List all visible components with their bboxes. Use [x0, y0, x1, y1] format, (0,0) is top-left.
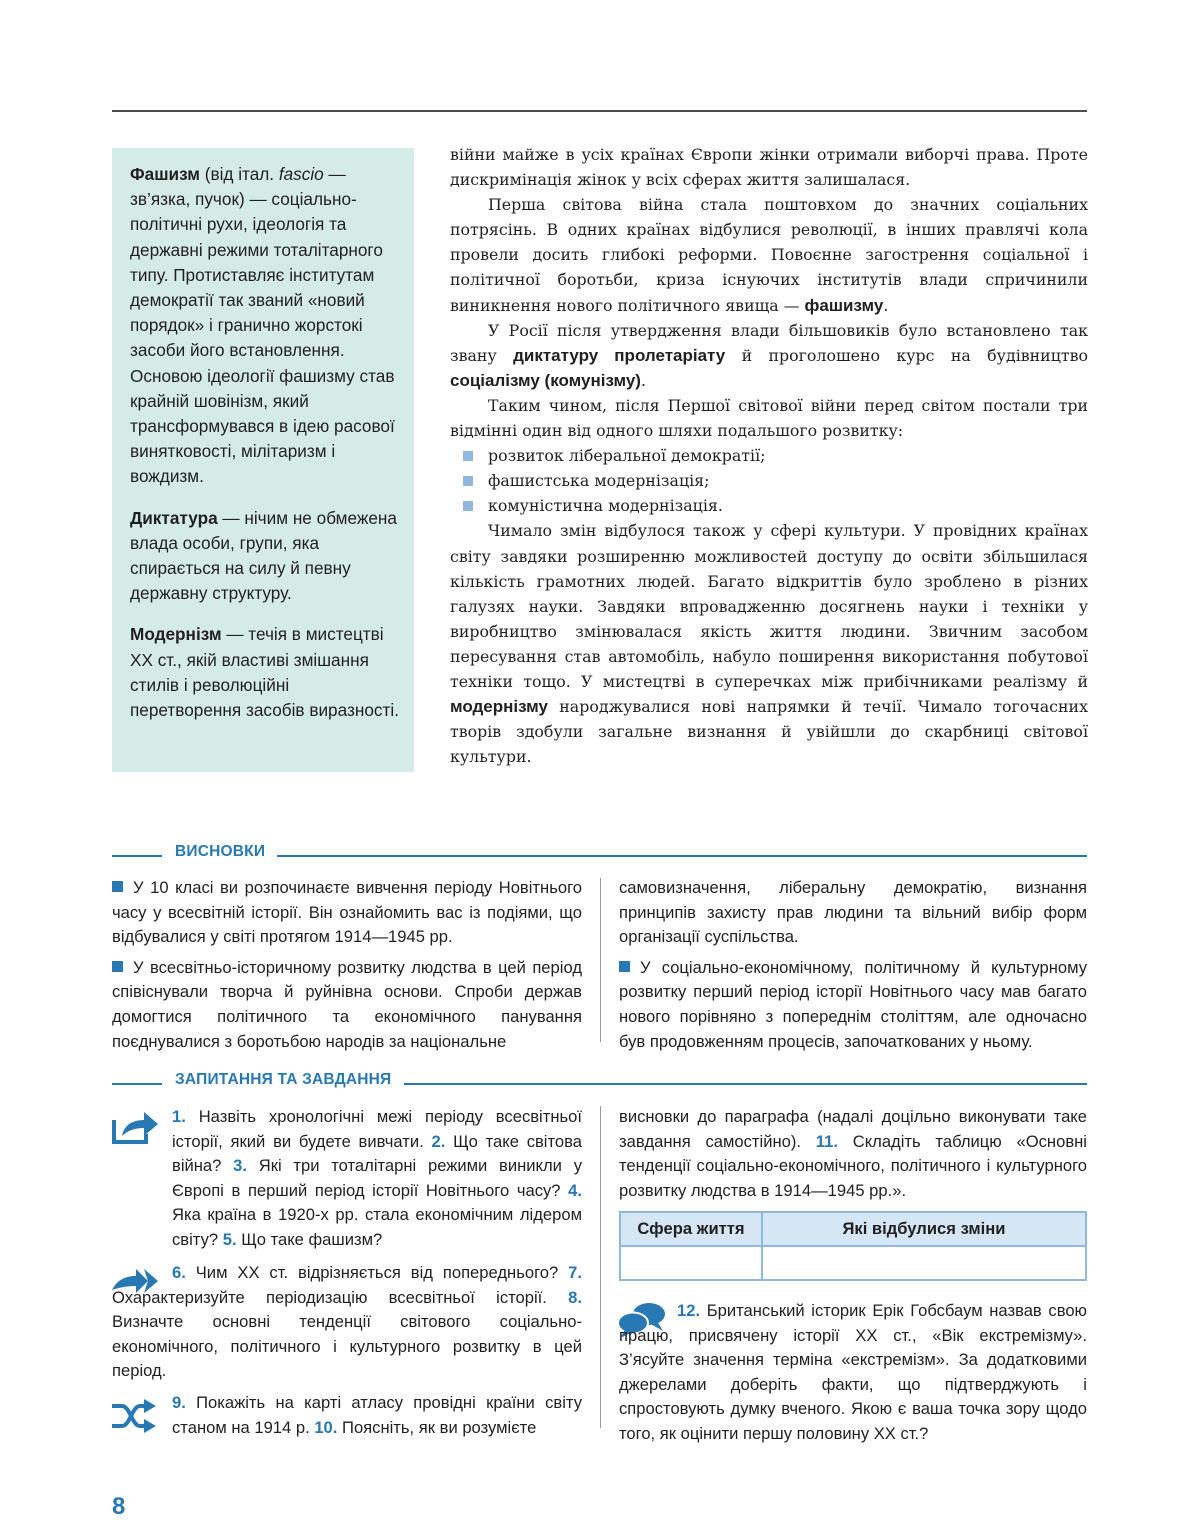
- question-number: 9.: [172, 1393, 186, 1412]
- list-item: [488, 493, 1088, 518]
- square-bullet-icon: [619, 961, 630, 972]
- question-text: Британський історик Ерік Гобсбаум назвав свою працю, присвячену історії ХХ ст., «Вік екстремізму». З’ясуйте значення терміна «екстремізм». За додатковими джерелами доберіть факти, що підтверджують і спростовують думку вченого. Якою є ваша точка зору щодо того, як оцінити першу половину ХХ ст.?: [619, 1301, 1087, 1443]
- emphasis-term: соціалізму (комунізму): [450, 370, 641, 390]
- main-text: [450, 142, 1088, 769]
- question-text: Що таке фашизм?: [236, 1229, 383, 1249]
- question-number: 5.: [222, 1229, 237, 1249]
- top-rule: [112, 110, 1087, 112]
- conclusions-right-column: [619, 876, 1087, 1060]
- term: Модернізм: [130, 624, 222, 645]
- shuffle-arrows-icon: [110, 1398, 158, 1434]
- question-number: 1.: [172, 1107, 186, 1126]
- column-divider: [600, 1106, 601, 1428]
- question-number: 4.: [568, 1180, 582, 1200]
- conclusions-left-column: [112, 876, 582, 1060]
- paragraph: Таким чином, після Першої світової війни перед світом постали три відмінні один від одного шляхи подальшого розвитку:: [450, 395, 1088, 441]
- question-number: 3.: [233, 1156, 247, 1176]
- heading-rule: [112, 855, 162, 857]
- section-title: ЗАПИТАННЯ ТА ЗАВДАННЯ: [175, 1071, 392, 1088]
- term: Фашизм: [130, 164, 200, 184]
- list-item-text: комуністична модернізація.: [488, 496, 723, 516]
- definition-dictatorship: [130, 506, 400, 607]
- question-block: [112, 1105, 582, 1253]
- conclusion-item: [619, 956, 1087, 1054]
- definition-text: — нічим не обмежена влада особи, групи, яка спирається на силу й певну державну структуру.: [130, 507, 397, 604]
- question-number: 7.: [568, 1263, 582, 1282]
- heading-rule: [112, 1083, 162, 1085]
- table-header-row: [620, 1212, 1086, 1246]
- question-text: висновки до параграфа (надалі доцільно виконувати таке завдання самостійно).: [619, 1107, 1087, 1151]
- conclusions-heading: [112, 843, 1087, 863]
- bullet-icon: [463, 451, 473, 461]
- paragraph-text: Чимало змін відбулося також у сфері культури. У провідних країнах світу завдяки розширенню можливостей доступу до освіти збільшилася кількість грамотних людей. Багато відкриттів було зроблено в різних галузях науки. Завдяки впровадженню досягнень науки і техніки у виробництво змінювалася якість життя людини. Звичним засобом пересування став автомобіль, набуло поширення використання побутової техніки тощо. У мистецтві в суперечках між прибічниками реалізму й: [450, 521, 1088, 691]
- heading-rule: [404, 1083, 1087, 1085]
- paragraph: [450, 192, 1088, 317]
- conclusion-text: У 10 класі ви розпочинаєте вивчення періоду Новітнього часу у всесвітній історії. Він ознайомить вас із подіями, що відбувалися у світі протягом 1914—1945 рр.: [112, 878, 582, 947]
- page-number: 8: [112, 1493, 126, 1520]
- list-item: [488, 468, 1088, 493]
- term: Диктатура: [130, 507, 218, 528]
- paragraph-text: й проголошено курс на будівництво: [725, 345, 1088, 365]
- column-divider: [600, 878, 601, 1042]
- question-number: 2.: [431, 1131, 446, 1151]
- conclusion-text: самовизначення, ліберальну демократію, визнання принципів захисту прав людини та вільний вибір форм організації суспільства.: [619, 878, 1087, 947]
- italic-word: fascio: [278, 164, 324, 184]
- heading-rule: [277, 855, 1087, 857]
- conclusion-text: У соціально-економічному, політичному й культурному розвитку перший період історії Новітнього часу мав багато нового порівняно з попереднім століттям, але одночасно був продовженням процесів, започаткованих у ньому.: [619, 957, 1087, 1051]
- question-text: Що таке світова війна?: [172, 1131, 582, 1176]
- question-text: Чим ХХ ст. відрізняється від попереднього?: [185, 1263, 569, 1282]
- table-header-cell: Які відбулися зміни: [762, 1212, 1086, 1246]
- question-number: 6.: [172, 1263, 186, 1282]
- paragraph-text: народжувалися нові напрямки й течії. Чимало тогочасних творів здобули загальне визнання й увійшли до скарбниці світової культури.: [450, 697, 1088, 767]
- conclusion-item: [112, 876, 582, 950]
- bullet-icon: [463, 501, 473, 511]
- question-text: Поясніть, як ви розумієте: [337, 1417, 537, 1437]
- question-number: 8.: [568, 1287, 582, 1307]
- list-item-text: розвиток ліберальної демократії;: [488, 446, 766, 466]
- questions-6-8: [112, 1261, 582, 1384]
- question-number: 10.: [314, 1417, 338, 1437]
- question-text: Визначте основні тенденції світового соціально-економічного, політичного і культурного розвитку в цей період.: [112, 1312, 582, 1381]
- punctuation: .: [883, 295, 889, 315]
- table-cell: [620, 1246, 762, 1280]
- emphasis-term: диктатуру пролетаріату: [513, 345, 726, 365]
- table-row: [620, 1246, 1086, 1280]
- punctuation: .: [640, 370, 646, 390]
- question-text: Яка країна в 1920-х рр. стала економічним лідером світу?: [172, 1205, 582, 1249]
- emphasis-term: модернізму: [450, 697, 548, 717]
- paragraph-text: У Росії після утвердження влади більшовиків було встановлено так звану: [450, 320, 1088, 365]
- question-text: Охарактеризуйте періодизацію всесвітньої історії.: [112, 1287, 569, 1307]
- conclusion-text: У всесвітньо-історичному розвитку людства в цей період співіснували творча й руйнівна основи. Спроби держав домогтися політичного та економічного панування поєднувалися з боротьбою народів за національне: [112, 957, 582, 1051]
- question-number: 12.: [677, 1301, 701, 1320]
- questions-10-11: [619, 1105, 1087, 1203]
- definition-modernism: [130, 622, 400, 723]
- question-number: 11.: [815, 1131, 838, 1151]
- question-text: Покажіть на карті атласу провідні країни світу станом на 1914 р.: [172, 1393, 582, 1437]
- bullet-list: [450, 443, 1088, 518]
- question-text: Назвіть хронологічні межі періоду всесвітньої історії, який ви будете вивчати.: [172, 1107, 582, 1151]
- square-bullet-icon: [112, 881, 123, 892]
- table-cell: [762, 1246, 1086, 1280]
- questions-heading: [112, 1071, 1087, 1091]
- glossary-sidebar: [112, 148, 414, 772]
- table-header-cell: Сфера життя: [620, 1212, 762, 1246]
- list-item-text: фашистська модернізація;: [488, 471, 710, 491]
- definition-text: (від італ.: [199, 164, 279, 184]
- question-12: [619, 1299, 1087, 1447]
- question-text: Які три тоталітарні режими виникли у Європі в перший період історії Новітнього часу?: [172, 1156, 582, 1200]
- questions-1-5: [112, 1105, 582, 1253]
- list-item: [488, 443, 1088, 468]
- definition-text: — зв’язка, пучок) — соціально-політичні рухи, ідеологія та державні режими тоталітарного типу. Протиставляє інститутам демократії так званий «новий порядок» і гранично жорстокі засоби його встановлення. Основою ідеології фашизму став крайній шовінізм, який трансформувався в ідею расової винятковості, мілітаризм і вождизм.: [130, 164, 395, 487]
- trends-table: [619, 1211, 1087, 1281]
- bullet-icon: [463, 476, 473, 486]
- question-text: Складіть таблицю «Основні тенденції соціально-економічного, політичного і культурного розвитку людства в 1914—1945 рр.».: [619, 1131, 1087, 1200]
- conclusion-item: [112, 956, 582, 1054]
- paragraph: [450, 318, 1088, 393]
- paragraph: війни майже в усіх країнах Європи жінки отримали виборчі права. Проте дискримінація жінок у всіх сферах життя залишалася.: [450, 145, 1088, 190]
- square-bullet-icon: [112, 961, 123, 972]
- questions-9-10: [172, 1391, 582, 1440]
- paragraph: [450, 518, 1088, 769]
- emphasis-term: фашизму: [804, 295, 884, 315]
- definition-text: — течія в мистецтві ХХ ст., якій властиві змішання стилів і революційні перетворення засобів виразності.: [130, 624, 399, 721]
- section-title: ВИСНОВКИ: [175, 843, 266, 860]
- paragraph-text: Перша світова війна стала поштовхом до значних соціальних потрясінь. В одних країнах відбулися революції, в інших правлячі кола провели досить глибокі реформи. Повоєнне загострення соціальної і політичної боротьби, криза існуючих інститутів влади спричинили виникнення нового політичного явища —: [450, 195, 1088, 315]
- definition-fascism: [130, 162, 400, 490]
